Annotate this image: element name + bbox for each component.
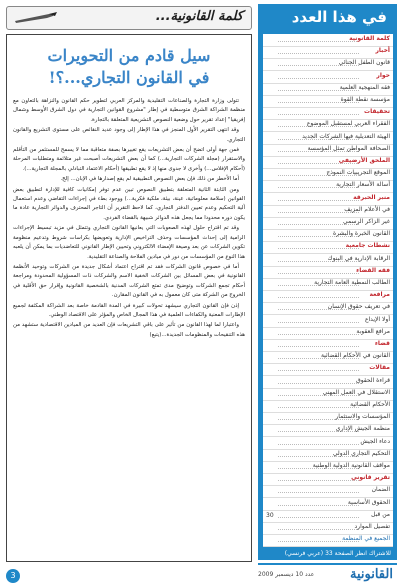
toc-item-label: الصحافة المواطن تمثل المؤسسة [307,144,390,152]
footer-rule [258,563,397,565]
toc-item-label: تحقيقات [364,108,390,116]
toc-item-label: أولا الإيداع [364,315,390,323]
article-box [6,34,252,562]
toc-item-label: تفصيل الموارد [354,523,390,530]
toc-leader [278,517,359,518]
page-number: 3 [6,569,20,583]
toc-item-label: فقه المنهجية العلمية [339,83,390,91]
toc-item-label: تقرير قانوني [351,474,390,482]
toc-title: في هذا العدد [291,8,387,26]
toc-item-label: مرافع العقوبة [356,327,390,335]
toc-item[interactable] [263,156,393,169]
toc-leader [278,346,359,347]
subscription-note: للاشتراك انظر الصفحة 33 (عربي فرنسي) [284,550,391,557]
toc-item[interactable] [263,534,393,547]
toc-footer [263,549,393,559]
toc-item-label: الضمان [371,486,390,494]
toc-item-label: الهيئة التعديلية فيها الشركات الجديد [302,132,390,140]
toc-item-label: المؤسسات والاستثمار [335,413,390,421]
toc-leader [278,492,359,493]
toc-leader [278,200,359,201]
toc-item-label: غير الزاكر الرسمي [342,218,390,225]
toc-item[interactable] [263,522,393,535]
toc-leader [278,41,359,42]
toc-leader [278,480,359,481]
column-header [6,6,252,30]
toc-item-label: الرقابة الإدارية في البنوك [327,254,390,262]
toc-item-label: مواقف القانونية الدولية الوطنية [312,462,390,469]
toc-item-label: القانون في الأحكام القضائية [320,352,390,360]
article-paragraph: تتولى وزارة التجارة والصناعات التقليدية والمركز العربي لتطوير حكم القانون والنزاهة بالتعاون مع منظمة الشراكة الشرق متوسطية في إطار "مشروع القوانين التجارية في دول الشرق الأوسط وشمال إفريقيا" إعداد تقرير حول وضعية النصوص التشريعية المتعلقة بالتجارة. [13,98,245,123]
toc-item[interactable] [263,376,393,389]
toc-leader [278,273,359,274]
toc-item[interactable] [263,95,393,108]
toc-item[interactable] [263,327,393,340]
toc-item-label: كلمة القانونية [349,35,390,42]
article-body [13,97,245,557]
toc-item[interactable] [263,132,393,145]
toc-item[interactable] [263,485,393,498]
toc-item[interactable] [263,461,393,474]
toc-item[interactable] [263,58,393,71]
table-of-contents [258,4,397,560]
toc-item[interactable] [263,83,393,96]
toc-item-label: حوار [376,71,390,79]
toc-item-label: قانون الطفل الجنائي [338,59,390,67]
toc-item-label: قراءة الحقوق [356,376,390,384]
toc-leader [278,53,359,54]
toc-item-label: الأحكام القضائية [350,401,390,408]
toc-item[interactable] [263,510,393,523]
toc-leader [278,114,359,115]
toc-item-label: فقه القضاء [356,266,390,274]
article-paragraph: أما الأخطر من ذلك فإن بعض النصوص التطبيقية لم يقع إصدارها في الإبان... إلخ. [60,176,239,183]
toc-item[interactable] [263,400,393,413]
toc-item-label: الطالب النمطية العامة التجارية [314,279,390,286]
toc-item[interactable] [263,205,393,218]
toc-page-number: 30 [266,511,274,519]
toc-item[interactable] [263,71,393,84]
toc-item[interactable] [263,34,393,47]
toc-item-label: منبر الحبرقة [353,193,390,201]
headline-line-1: سيل قادم من التحويرات [47,46,211,65]
toc-item-label: دعاء الجيش [360,437,390,445]
toc-item[interactable] [263,217,393,230]
article-paragraph: إذن فإن القانون التجاري سيشهد تحولات كبيرة في المدة القادمة خاصة بعد الشراكة المكثفة لجميع الإطارات المعنية والكفاءات العلمية في هذا المجال الخاص والمؤثر على الاقتصاد الوطني. [13,302,245,318]
toc-item[interactable] [263,363,393,376]
headline-line-2: في القانون التجاري...؟! [48,68,210,87]
toc-leader [278,334,359,335]
article-column [4,4,252,560]
toc-item[interactable] [263,229,393,242]
article-paragraph: وقد انتهى التقرير الأول المنجز في هذا الإطار إلى وجود عديد النقائص على مستوى التشريع والقانون التجاري. [13,127,245,143]
toc-item[interactable] [263,180,393,193]
toc-item[interactable] [263,412,393,425]
toc-leader [278,383,359,384]
toc-item-label: التحكيم التجاري الدولي [332,449,390,457]
toc-item-label: قضاء [374,340,390,347]
toc-item-label: نشطات جامعية [345,242,390,250]
article-paragraph: واعتبارا لما لهذا القانون من تأثير على باقي التشريعات فإن العديد من الميادين الاقتصادية ستشهد من هذه التنقيحات والمنظومات الجديدة...(يتبع) [13,322,245,338]
toc-item-label: من قبل [371,510,390,518]
toc-list [263,34,393,546]
toc-leader [278,78,359,79]
toc-item[interactable] [263,254,393,267]
toc-item-label: الملحق الأرضيفي [338,157,390,164]
toc-item[interactable] [263,241,393,254]
toc-item[interactable] [263,315,393,328]
toc-leader [278,322,359,323]
toc-item[interactable] [263,424,393,437]
article-paragraph: فمن جهة أولى اتضح أن بعض التشريعات يقع تغييرها بصفة متعاقبة مما لا يسمح للمستثمر من التأقلم والاستقرار (مجلة الشركات التجارية...) كما أن بعض التشريعات أصبحت غير متلائمة ومتطلبات المرحلة (أحكام الإفلاس...) وأخرى لا جدوى منها إذ لا يقع تطبيقها (أحكام الاعتماد التبادلي بالمجلة التجارية...). [13,147,245,172]
toc-item[interactable] [263,193,393,206]
toc-item-label: مؤسسة نقطة القوة [340,96,390,103]
toc-item[interactable] [263,278,393,291]
toc-item-label: مقالات [369,364,390,372]
toc-item[interactable] [263,437,393,450]
magazine-logo: القانونية [350,567,393,582]
toc-item-label: الحقوق الأساسية [347,498,390,506]
toc-leader [278,444,359,445]
article-paragraph: ومن الثابتة الثانية المتعلقة بتطبيق النصوص تبين عدم توفر إمكانيات كافية للإدارة لتطبيق بعض القوانين (سلامة معلوماتية، عينة، بيئة، ملكية فكرية...) ووجود بطء في إجراءات التقاضي وعدم استعمال آلية التحكيم وعدم تعيين الدفتر التجاري، كما لاحظ التقرير أن التاجر المحترف والدوائر التجارية عادة ما يكون دوره محدودا مما يجعل هذه الدوائر شبيهة بالقضاء الفردي. [13,186,245,221]
toc-item[interactable] [263,168,393,181]
toc-item-label: الموقع التجريبيات النموذج [326,169,390,177]
toc-item[interactable] [263,449,393,462]
toc-item-label: منظمة الجيش الإداري [335,425,390,433]
toc-item[interactable] [263,144,393,157]
pen-icon [13,11,59,24]
toc-leader [278,505,359,506]
toc-item[interactable] [263,290,393,303]
article-headline [7,45,251,89]
toc-item-label: القانون الخبرة والبشرة [333,230,390,238]
toc-item-label: الجميع في المنظمة [342,535,390,543]
toc-item-label: أخبار [375,47,390,55]
issue-info: عدد 10 ديسمبر 2009 [258,571,315,578]
toc-item[interactable] [263,339,393,352]
column-title: كلمة القانونية... [155,9,243,24]
toc-item-label: الفقراء العربي لمستقبل الموضوع [306,120,390,128]
page-footer [0,563,401,586]
toc-item-label: أسالة الأسعار التجارية [336,181,390,189]
toc-item-label: الاستقلال في العمل المهني [322,388,390,396]
toc-item-label: في الأعلام المزيف [344,205,390,213]
toc-item[interactable] [263,498,393,511]
toc-item[interactable] [263,302,393,315]
toc-item[interactable] [263,107,393,120]
toc-item[interactable] [263,266,393,279]
toc-leader [278,529,359,530]
toc-item[interactable] [263,388,393,401]
toc-item-label: في تعريف حقوق الإنسان [327,303,390,311]
toc-header [258,4,397,32]
toc-item[interactable] [263,119,393,132]
article-paragraph: أما في خصوص قانون الشركات فقد تم اقتراح اعتماد أشكال جديدة من الشركات وتوحيد الأنظمة القانونية في بعض المسائل بين الشركات الخفية الاسم والشركات ذات المسؤولية المحدودة ومراجعة أحكام تجمع الشركات وتوضيح مدى تمتع الشركات المدنية بالشخصية القانونية وإقرار حق الأقلية في الخروج من الشركة متى كان معمول به في القانون المقارن. [13,263,245,299]
toc-leader [278,407,359,408]
toc-leader [278,297,359,298]
toc-leader [278,370,359,371]
toc-item[interactable] [263,46,393,59]
toc-item[interactable] [263,351,393,364]
article-paragraph: وقد تم اقتراح حلول لهذه الصعوبات التي يعانيها القانون التجاري وتتمثل في مزيد تبسيط الإجراءات الرامية إلى إحداث المؤسسات وحذف التراخيص الإدارية وتعويضها بكراسات شروط وتدعيم منظومة تكوين الشركات عن بعد وصيغة الإمضاء الالكتروني وتحيين الإطار القانوني للتعاضديات بما يمكن أن يلعبه هذا النوع من المؤسسات من دور في ميادين الفلاحة والصناعة التقليدية. [13,225,245,260]
toc-item-label: مرافعة [369,291,390,299]
toc-item[interactable] [263,473,393,486]
